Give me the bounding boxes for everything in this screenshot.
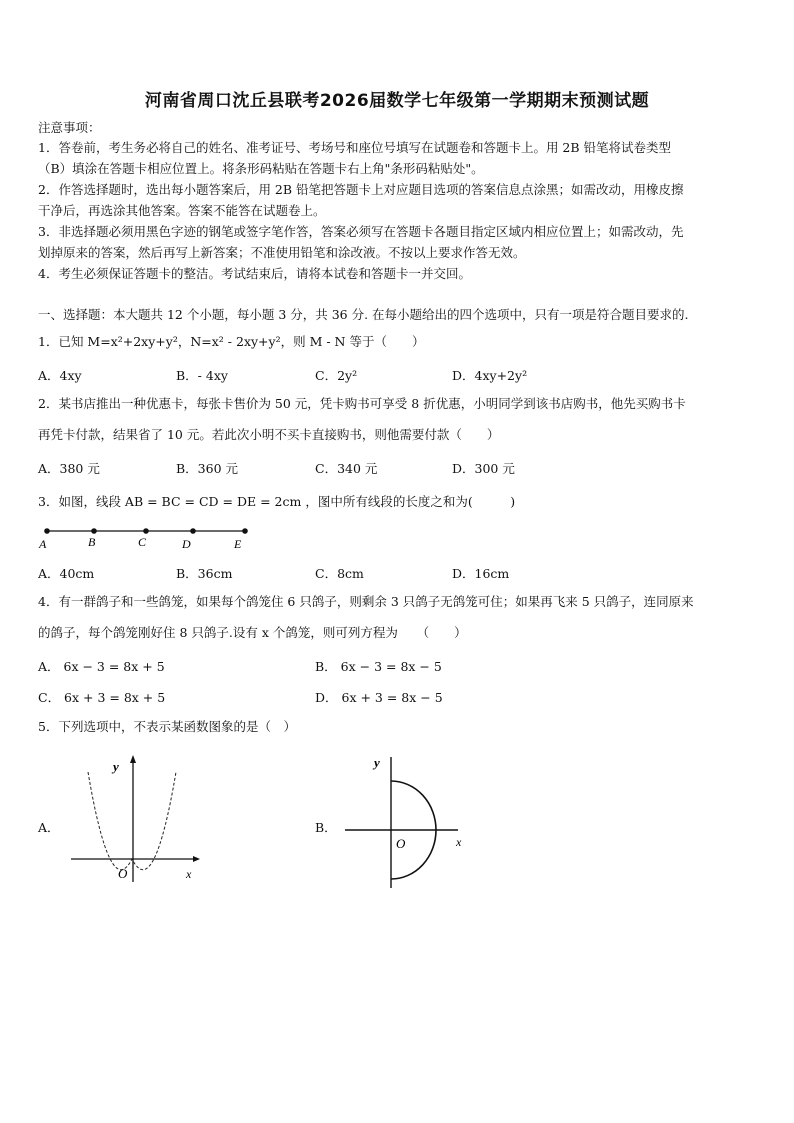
- q5-option-a[interactable]: A．: [38, 820, 60, 835]
- point-c: [143, 528, 149, 534]
- notice-line: 3．非选择题必须用黑色字迹的钢笔或签字笔作答，答案必须写在答题卡各题目指定区域内相应位置上；如需改动，先: [38, 224, 684, 239]
- question-3-stem: 3．如图，线段 AB = BC = CD = DE = 2cm ，图中所有线段的长度之和为( ): [38, 494, 516, 509]
- point-b: [91, 528, 97, 534]
- question-4-stem: 的鸽子，每个鸽笼刚好住 8 只鸽子.设有 x 个鸽笼，则可列方程为 （ ）: [38, 625, 467, 640]
- q2-option-b[interactable]: B．360 元: [176, 461, 239, 476]
- point-e: [242, 528, 248, 534]
- axis-x-label: x: [186, 867, 192, 881]
- origin-label: O: [396, 836, 406, 851]
- notice-line: 2．作答选择题时，选出每小题答案后，用 2B 铅笔把答题卡上对应题目选项的答案信息点涂黑；如需改动，用橡皮擦: [38, 182, 684, 197]
- segment-figure: [30, 522, 260, 552]
- q4-option-a[interactable]: A． 6x − 3 = 8x + 5: [38, 659, 165, 674]
- q4-option-b[interactable]: B． 6x − 3 = 8x − 5: [315, 659, 442, 674]
- q4-option-c[interactable]: C． 6x + 3 = 8x + 5: [38, 690, 166, 705]
- q1-option-d[interactable]: D．4xy+2y²: [452, 368, 528, 383]
- point-d: [190, 528, 196, 534]
- q1-option-c[interactable]: C．2y²: [315, 368, 358, 383]
- point-label: D: [182, 537, 191, 551]
- q3-option-a[interactable]: A．40cm: [38, 566, 95, 581]
- origin-label: O: [118, 866, 128, 881]
- q2-option-d[interactable]: D．300 元: [452, 461, 515, 476]
- q5-graph-a: [66, 752, 206, 884]
- notice-line: 1．答卷前，考生务必将自己的姓名、准考证号、考场号和座位号填写在试题卷和答题卡上。用 2B 铅笔将试卷类型: [38, 140, 672, 155]
- q1-option-b[interactable]: B．- 4xy: [176, 368, 228, 383]
- question-5-stem: 5．下列选项中，不表示某函数图象的是（ ）: [38, 719, 296, 734]
- notice-line: 干净后，再选涂其他答案。答案不能答在试题卷上。: [38, 203, 326, 218]
- point-a: [44, 528, 50, 534]
- question-1-stem: 1．已知 M=x²+2xy+y²，N=x² - 2xy+y²，则 M - N 等于（ ）: [38, 334, 425, 349]
- axis-x-label: x: [456, 835, 462, 849]
- notice-heading: 注意事项：: [38, 120, 101, 135]
- q3-option-c[interactable]: C．8cm: [315, 566, 364, 581]
- notice-line: 划掉原来的答案，然后再写上新答案；不准使用铅笔和涂改液。不按以上要求作答无效。: [38, 245, 526, 260]
- q5-graph-b: [340, 752, 480, 892]
- q3-option-d[interactable]: D．16cm: [452, 566, 510, 581]
- q3-option-b[interactable]: B．36cm: [176, 566, 233, 581]
- notice-line: （B）填涂在答题卡相应位置上。将条形码粘贴在答题卡右上角"条形码粘贴处"。: [38, 161, 484, 176]
- q2-option-a[interactable]: A．380 元: [38, 461, 100, 476]
- q2-option-c[interactable]: C．340 元: [315, 461, 378, 476]
- point-label: E: [234, 537, 242, 551]
- question-2-stem: 再凭卡付款，结果省了 10 元。若此次小明不买卡直接购书，则他需要付款（ ）: [38, 427, 500, 442]
- point-label: C: [138, 535, 147, 549]
- q5-option-b[interactable]: B．: [315, 820, 337, 835]
- q4-option-d[interactable]: D． 6x + 3 = 8x − 5: [315, 690, 443, 705]
- axis-y-label: y: [374, 755, 380, 770]
- point-label: A: [39, 537, 47, 551]
- section-heading: 一、选择题：本大题共 12 个小题，每小题 3 分，共 36 分. 在每小题给出的四个选项中，只有一项是符合题目要求的.: [38, 307, 689, 322]
- axis-y-label: y: [113, 759, 119, 774]
- question-4-stem: 4．有一群鸽子和一些鸽笼，如果每个鸽笼住 6 只鸽子，则剩余 3 只鸽子无鸽笼可住；如果再飞来 5 只鸽子，连同原来: [38, 594, 694, 609]
- notice-line: 4．考生必须保证答题卡的整洁。考试结束后，请将本试卷和答题卡一并交回。: [38, 266, 471, 281]
- point-label: B: [88, 535, 96, 549]
- question-2-stem: 2．某书店推出一种优惠卡，每张卡售价为 50 元，凭卡购书可享受 8 折优惠，小明同学到该书店购书，他先买购书卡: [38, 396, 686, 411]
- q1-option-a[interactable]: A．4xy: [38, 368, 82, 383]
- page-title: 河南省周口沈丘县联考2026届数学七年级第一学期期末预测试题: [144, 91, 650, 111]
